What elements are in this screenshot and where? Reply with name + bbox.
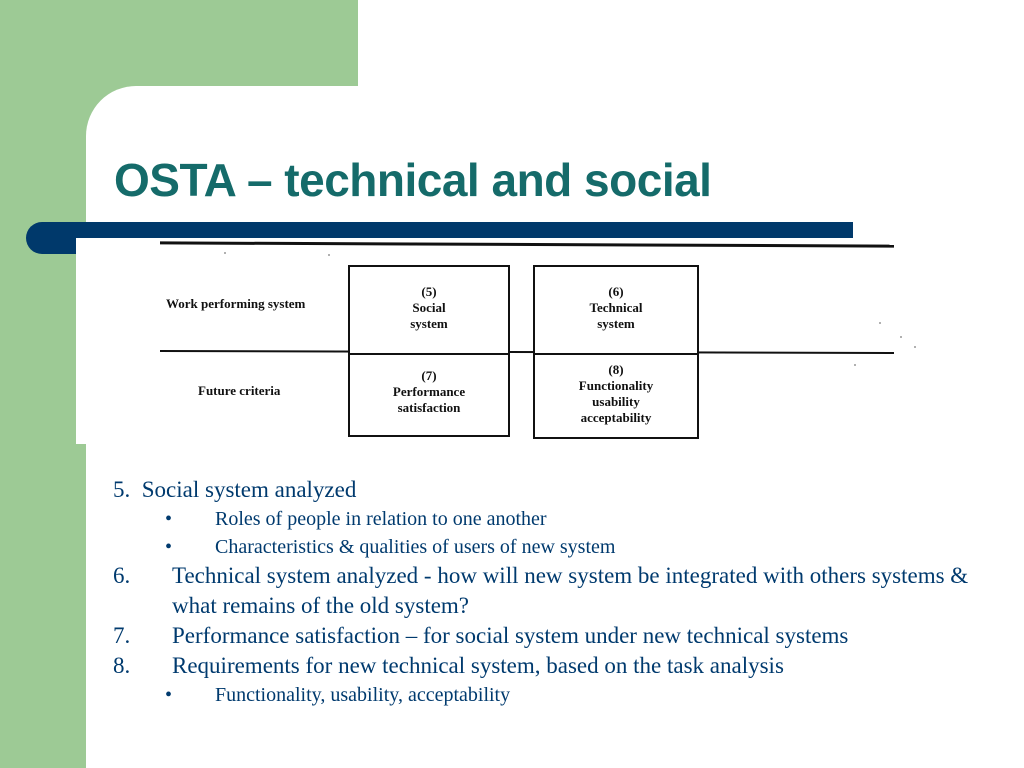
scan-speck <box>900 336 902 338</box>
osta-figure <box>76 238 936 444</box>
cell-line: acceptability <box>580 410 652 425</box>
technical-system-cell <box>535 284 697 332</box>
list-item-6 <box>113 561 993 621</box>
functionality-cell <box>535 362 697 426</box>
sub-bullet-text: Roles of people in relation to one another <box>215 508 547 530</box>
scan-speck <box>854 364 856 366</box>
scan-speck <box>224 252 226 254</box>
cell-line: Performance <box>392 384 466 399</box>
osta-points-list <box>113 475 993 709</box>
list-number: 6. <box>113 563 131 588</box>
figure-top-rule <box>160 241 894 247</box>
list-item-8 <box>113 651 993 681</box>
scan-speck <box>914 346 916 348</box>
figure-middle-rule <box>160 350 894 354</box>
cell-line: Functionality <box>578 378 654 393</box>
sub-bullet <box>113 533 993 561</box>
technical-functionality-box <box>533 265 699 439</box>
cell-number: (6) <box>608 284 624 299</box>
social-system-cell <box>350 284 508 332</box>
box-divider <box>350 353 508 355</box>
list-text: Performance satisfaction – for social system under new technical systems <box>172 623 849 648</box>
bullet-icon: • <box>165 508 173 530</box>
cell-number: (8) <box>608 362 624 377</box>
cell-line: Social <box>412 300 446 315</box>
cell-line: usability <box>592 394 640 409</box>
cell-line: system <box>410 316 448 331</box>
sub-bullet <box>113 681 993 709</box>
performance-satisfaction-cell <box>350 368 508 416</box>
list-item-7 <box>113 621 993 651</box>
list-text: Technical system analyzed - how will new system be integrated with others systems & what remains of the old system? <box>172 563 969 618</box>
cell-line: system <box>597 316 635 331</box>
list-text: Social system analyzed <box>141 477 357 502</box>
list-number: 7. <box>113 623 131 648</box>
sub-bullet <box>113 505 993 533</box>
list-number: 8. <box>113 653 131 678</box>
row-label-future: Future criteria <box>198 383 281 398</box>
list-text: Requirements for new technical system, based on the task analysis <box>172 653 784 678</box>
social-performance-box <box>348 265 510 437</box>
scan-speck <box>879 322 881 324</box>
bullet-icon: • <box>165 536 173 558</box>
box-divider <box>535 353 697 355</box>
bullet-icon: • <box>165 684 173 706</box>
list-item-5 <box>113 475 993 505</box>
cell-number: (5) <box>421 284 437 299</box>
cell-line: satisfaction <box>397 400 461 415</box>
row-label-work: Work performing system <box>166 296 306 311</box>
slide-title: OSTA – technical and social <box>114 154 712 206</box>
sub-bullet-text: Functionality, usability, acceptability <box>215 684 511 706</box>
list-number: 5. <box>113 477 131 502</box>
cell-line: Technical <box>589 300 643 315</box>
scan-speck <box>328 254 330 256</box>
cell-number: (7) <box>421 368 437 383</box>
sub-bullet-text: Characteristics & qualities of users of new system <box>215 536 616 558</box>
